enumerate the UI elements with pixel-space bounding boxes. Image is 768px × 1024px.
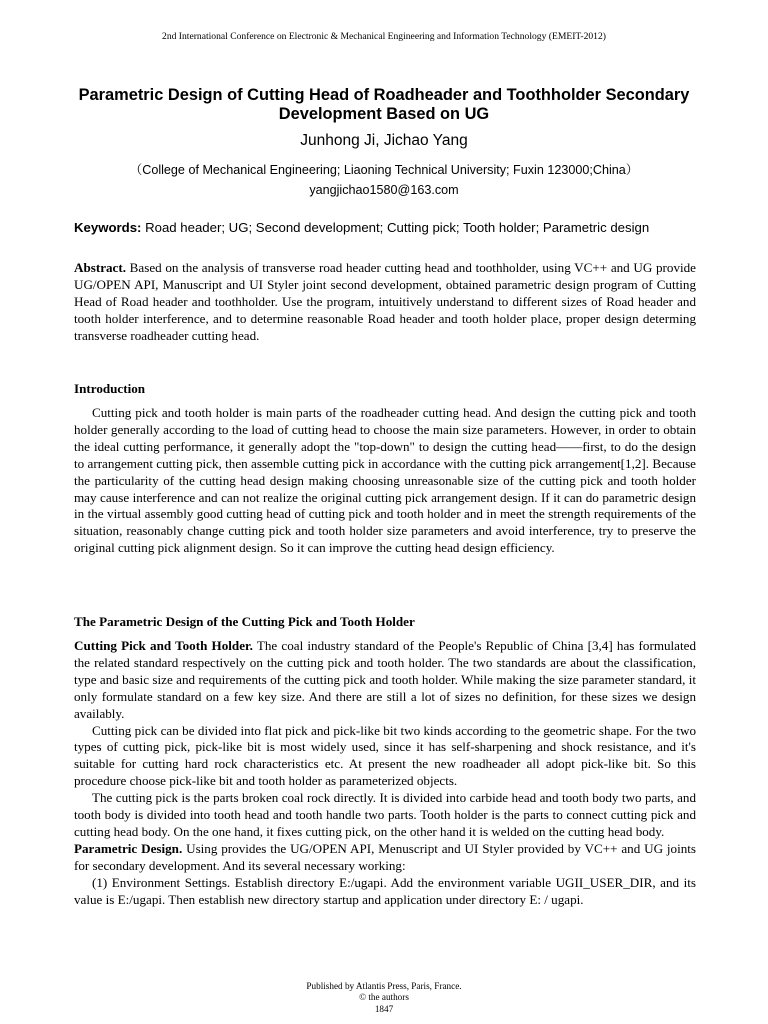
abstract-label: Abstract. [74,260,126,275]
section2-body [74,638,696,909]
introduction-paragraph: Cutting pick and tooth holder is main parts of the roadheader cutting head. And design the cutting pick and tooth holder generally according to the load of cutting head to choose the main size parameters. However, in order to obtain the ideal cutting performance, it generally adopt the "top-down" to design the cutting head——first, to do the design to arrangement cutting pick, then assemble cutting pick in accordance with the cutting pick arrangement[1,2]. Because the particularity of the cutting head design making choosing unreasonable size of the cutting pick and tooth holder may cause interference and can not realize the original cutting pick arrangement design. If it can do parametric design in the virtual assembly good cutting head of cutting pick and tooth holder and in meet the strength requirements of the situation, reasonably change cutting pick and tooth holder size parameters and avoid interference, try to preserve the original cutting pick alignment design. So it can improve the cutting head design efficiency. [74,405,696,556]
subsection-label-cutting-pick: Cutting Pick and Tooth Holder. [74,638,253,653]
author-email: yangjichao1580@163.com [309,183,459,197]
introduction-body [74,405,696,557]
subsection-label-parametric-design: Parametric Design. [74,840,183,856]
abstract-text: Based on the analysis of transverse road header cutting head and toothholder, using VC++ and UG provide UG/OPEN API, Manuscript and UI Styler joint second development, obtained parametric design program of Cutting Head of Road header and toothholder. Use the program, intuitively understand to different sizes of Road header and tooth holder interference, and to determine reasonable Road header and tooth holder place, proper design determing transverse roadheader cutting head. [74,260,696,343]
abstract [74,260,696,345]
page-number: 1847 [374,1003,394,1014]
section2-paragraph-2: Cutting pick can be divided into flat pick and pick-like bit two kinds according to the geometric shape. For the two types of cutting pick, pick-like bit is most widely used, since it has self-sharpening and shock resistance, and it's suitable for cutting hard rock characteristics etc. At present the new roadheader all adopt pick-like bit. So this procedure choose pick-like bit and tooth holder as parameterized objects. [74,722,696,789]
affiliation: （College of Mechanical Engineering; Liaoning Technical University; Fuxin 123000;China） [129,163,639,177]
authors: Junhong Ji, Jichao Yang [300,132,468,149]
section2-paragraph-1 [74,638,696,723]
introduction-heading: Introduction [74,381,146,396]
publisher-line: Published by Atlantis Press, Paris, France. [306,981,462,991]
keywords [74,220,694,235]
keywords-text: Road header; UG; Second development; Cutting pick; Tooth holder; Parametric design [141,220,650,235]
section2-paragraph-5: (1) Environment Settings. Establish directory E:/ugapi. Add the environment variable UGII_USER_DIR, and its value is E:/ugapi. Then establish new directory startup and application under directory E: / ugapi. [74,874,696,907]
section2-paragraph-4 [74,841,696,875]
paper-title: Parametric Design of Cutting Head of Roadheader and Toothholder Secondary Development Based on UG [78,86,690,123]
section2-heading: The Parametric Design of the Cutting Pick and Tooth Holder [74,614,415,629]
section2-p1-text: The coal industry standard of the People's Republic of China [3,4] has formulated the related standard respectively on the cutting pick and tooth holder. The two standards are about the classification, type and basic size and requirements of the cutting pick and tooth holder. While making the size parameter standard, it only formulate standard on a few key size. And there are still a lot of sizes no definition, for these sizes we design availably. [74,638,696,721]
section2-p4-text: Using provides the UG/OPEN API, Menuscript and UI Styler provided by VC++ and UG joints for secondary development. And its several necessary working: [74,840,697,873]
section2-paragraph-3: The cutting pick is the parts broken coal rock directly. It is divided into carbide head and tooth body two parts, and tooth body is divided into tooth head and tooth handle two parts. Tooth holder is the parts to connect cutting pick and cutting head body. On the one hand, it fixes cutting pick, on the other hand it is welded on the cutting head body. [74,790,696,839]
keywords-label: Keywords: [74,220,142,235]
copyright-line: © the authors [359,992,409,1003]
page-footer [0,981,768,1015]
conference-header: 2nd International Conference on Electronic & Mechanical Engineering and Information Technology (EMEIT-2012) [162,31,606,42]
